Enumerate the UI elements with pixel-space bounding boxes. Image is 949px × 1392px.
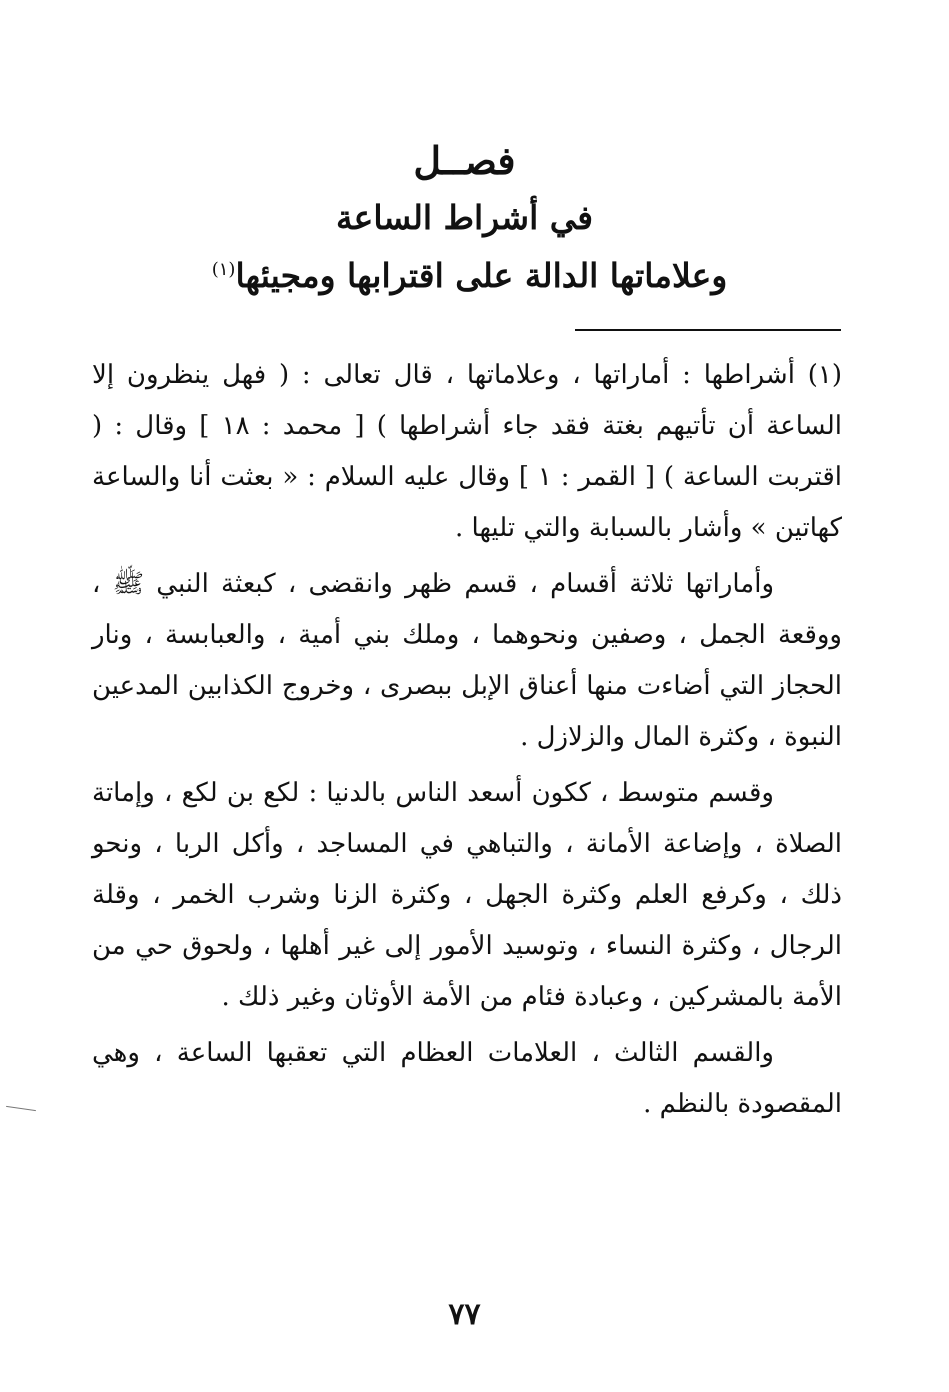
footnote-reference: (١)	[211, 259, 236, 280]
footnote-separator	[575, 329, 841, 331]
chapter-title: فصــل	[413, 138, 516, 183]
footnote-paragraph-3: وقسم متوسط ، ككون أسعد الناس بالدنيا : لكع بن لكع ، وإماتة الصلاة ، وإضاعة الأمانة ، والتباهي في المساجد ، وأكل الربا ، ونحو ذلك ، وكرفع العلم وكثرة الجهل ، وكثرة الزنا وشرب الخمر ، وقلة الرجال ، وكثرة النساء ، وتوسيد الأمور إلى غير أهلها ، ولحوق حي من الأمة بالمشركين ، وعبادة فئام من الأمة الأوثان وغير ذلك .	[92, 778, 842, 1012]
footnote-paragraph-1: (١) أشراطها : أماراتها ، وعلاماتها ، قال تعالى : ( فهل ينظرون إلا الساعة أن تأتيهم بغتة فقد جاء أشراطها ) [ محمد : ١٨ ] وقال : ( اقتربت الساعة ) [ القمر : ١ ] وقال عليه السلام : « بعثت أنا والساعة كهاتين » وأشار بالسبابة والتي تليها .	[92, 360, 843, 543]
footnote-block	[92, 350, 842, 1135]
chapter-subtitle: في أشراط الساعة	[335, 198, 594, 237]
footnote-paragraph-2: وأماراتها ثلاثة أقسام ، قسم ظهر وانقضى ، كبعثة النبي ﷺ ، ووقعة الجمل ، وصفين ونحوهما ، وملك بني أمية ، والعبابسة ، ونار الحجاز التي أضاءت منها أعناق الإبل ببصرى ، وخروج الكذابين المدعين النبوة ، وكثرة المال والزلازل .	[92, 569, 842, 752]
page-number: ٧٧	[448, 1297, 481, 1332]
chapter-subtitle-2	[0, 256, 944, 295]
footnote-paragraph-4: والقسم الثالث ، العلامات العظام التي تعقبها الساعة ، وهي المقصودة بالنظم .	[92, 1038, 842, 1119]
margin-mark	[6, 1106, 36, 1111]
chapter-subtitle-2-text: وعلاماتها الدالة على اقترابها ومجيئها	[235, 256, 728, 295]
